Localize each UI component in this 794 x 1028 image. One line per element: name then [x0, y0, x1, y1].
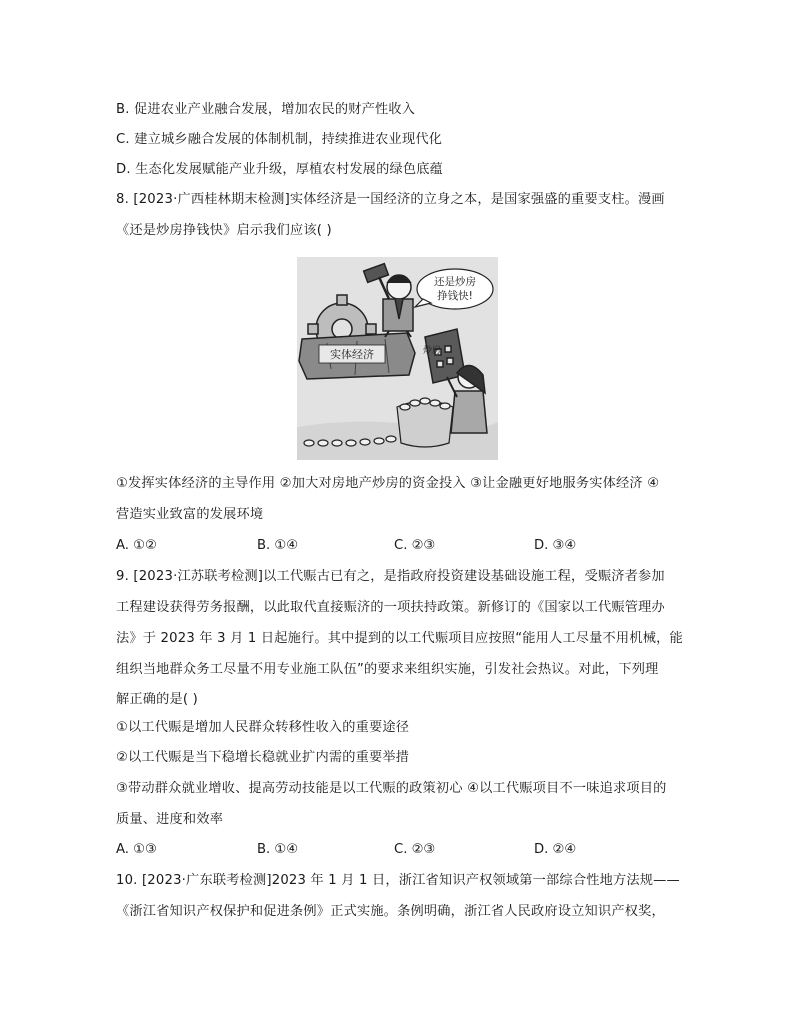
q8-statements-line-2: 营造实业致富的发展环境 — [116, 507, 264, 522]
q9-statement-3-4: ③带动群众就业增收、提高劳动技能是以工代赈的政策初心 ④以工代赈项目不一味追求项目的 — [116, 781, 667, 796]
q9-choice-c[interactable]: C. ②③ — [394, 842, 436, 857]
q8-choices — [116, 537, 676, 555]
q8-statements-line-1: ①发挥实体经济的主导作用 ②加大对房地产炒房的资金投入 ③让金融更好地服务实体经济 ④ — [116, 476, 660, 491]
q8-choice-c[interactable]: C. ②③ — [394, 538, 436, 553]
q8-stem-line-2: 《还是炒房挣钱快》启示我们应该( ) — [116, 223, 332, 238]
q10-stem-line-1: 10. [2023·广东联考检测]2023 年 1 月 1 日，浙江省知识产权领域第一部综合性地方法规—— — [116, 873, 680, 888]
q8-stem-line-1: 8. [2023·广西桂林期末检测]实体经济是一国经济的立身之本，是国家强盛的重要支柱。漫画 — [116, 192, 665, 207]
option-c-line: C. 建立城乡融合发展的体制机制，持续推进农业现代化 — [116, 132, 443, 147]
option-d-line: D. 生态化发展赋能产业升级，厚植农村发展的绿色底蕴 — [116, 162, 444, 177]
q9-statement-1: ①以工代赈是增加人民群众转移性收入的重要途径 — [116, 720, 410, 735]
q9-choice-a[interactable]: A. ①③ — [116, 842, 157, 857]
cartoon-image — [297, 257, 498, 460]
q8-choice-b[interactable]: B. ①④ — [257, 538, 299, 553]
q9-choices — [116, 841, 676, 859]
q9-stem-line-2: 工程建设获得劳务报酬，以此取代直接赈济的一项扶持政策。新修订的《国家以工代赈管理办 — [116, 600, 665, 615]
q9-stem-line-5: 解正确的是( ) — [116, 692, 199, 707]
q8-choice-a[interactable]: A. ①② — [116, 538, 157, 553]
building-label: 炒房 — [423, 346, 442, 356]
option-b-line: B. 促进农业产业融合发展，增加农民的财产性收入 — [116, 102, 416, 117]
speech-line-1: 还是炒房 — [434, 276, 476, 288]
q9-stem-line-4: 组织当地群众务工尽量不用专业施工队伍”的要求来组织实施，引发社会热议。对此，下列理 — [116, 662, 659, 677]
q9-statement-2: ②以工代赈是当下稳增长稳就业扩内需的重要举措 — [116, 750, 410, 765]
q9-choice-d[interactable]: D. ②④ — [534, 842, 577, 857]
q8-choice-d[interactable]: D. ③④ — [534, 538, 577, 553]
speech-line-2: 挣钱快! — [437, 290, 473, 302]
q9-choice-b[interactable]: B. ①④ — [257, 842, 299, 857]
q9-stem-line-1: 9. [2023·江苏联考检测]以工代赈古已有之，是指政府投资建设基础设施工程，受赈济者参加 — [116, 569, 665, 584]
q10-stem-line-2: 《浙江省知识产权保护和促进条例》正式实施。条例明确，浙江省人民政府设立知识产权奖， — [116, 904, 665, 919]
wall-label: 实体经济 — [330, 348, 374, 361]
q9-statement-4-cont: 质量、进度和效率 — [116, 812, 224, 827]
q9-stem-line-3: 法》于 2023 年 3 月 1 日起施行。其中提到的以工代赈项目应按照“能用人工尽量不用机械，能 — [116, 631, 683, 646]
